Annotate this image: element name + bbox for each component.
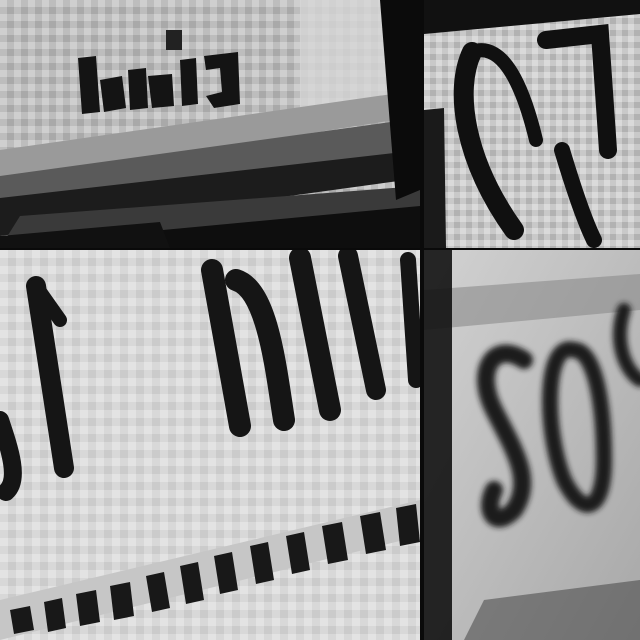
tile-bottom-right — [424, 250, 640, 640]
tile-bottom-left — [0, 250, 420, 640]
top-right-crop — [424, 0, 640, 248]
tile-top-right — [424, 0, 640, 248]
bottom-right-crop — [424, 250, 640, 640]
bottom-left-crop — [0, 250, 420, 640]
tile-top-left — [0, 0, 420, 248]
top-left-crop — [0, 0, 420, 248]
divider-vertical — [420, 0, 424, 640]
divider-horizontal — [0, 248, 640, 250]
